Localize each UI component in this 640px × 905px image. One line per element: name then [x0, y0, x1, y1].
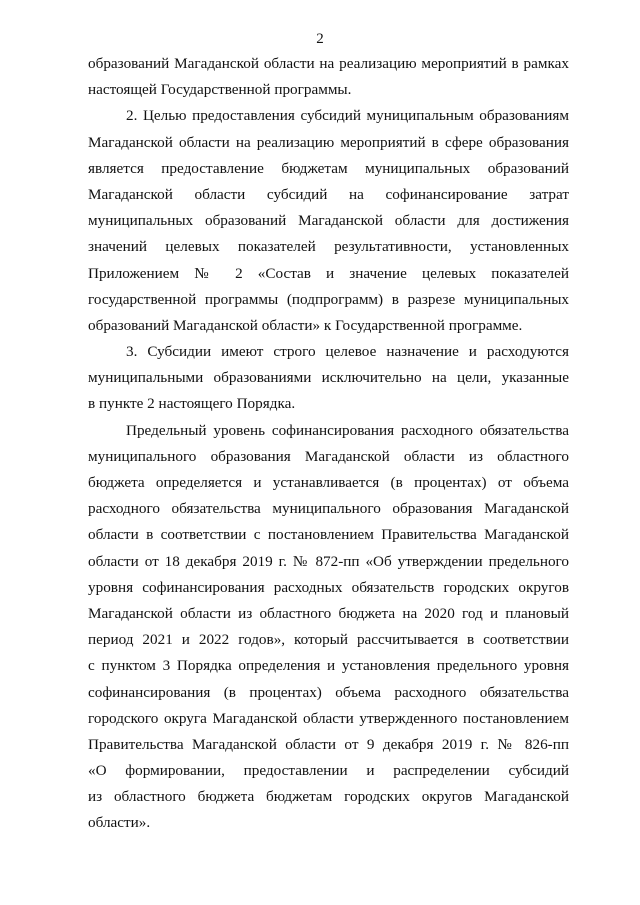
text-line: значений целевых показателей результативности, установленных: [88, 238, 569, 256]
text-line: городского округа Магаданской области утвержденного постановлением: [88, 709, 569, 727]
text-line: расходного обязательства муниципального образования Магаданской: [88, 500, 569, 518]
text-line: Магаданской области из областного бюджета на 2020 год и плановый: [88, 604, 569, 622]
paragraph-clause-2: [88, 103, 569, 339]
text-line: области в соответствии с постановлением Правительства Магаданской: [88, 526, 569, 544]
paragraph-cofinancing-limit: [88, 418, 569, 837]
text-line: государственной программы (подпрограмм) в разрезе муниципальных: [88, 290, 569, 308]
text-line: в пункте 2 настоящего Порядка.: [88, 395, 296, 413]
text-line: Правительства Магаданской области от 9 декабря 2019 г. № 826-пп: [88, 735, 569, 753]
text-line: Магаданской области субсидий на софинансирование затрат: [88, 185, 569, 203]
text-line: уровня софинансирования расходных обязательств городских округов: [88, 578, 569, 596]
document-body: [88, 51, 569, 837]
text-line: области от 18 декабря 2019 г. № 872-пп «Об утверждении предельного: [88, 552, 569, 570]
text-line: софинансирования (в процентах) объема расходного обязательства: [88, 683, 569, 701]
text-line: образований Магаданской области» к Государственной программе.: [88, 316, 523, 334]
text-line: Магаданской области на реализацию мероприятий в сфере образования: [88, 133, 569, 151]
text-line: муниципальными образованиями исключительно на цели, указанные: [88, 369, 569, 387]
text-line: Предельный уровень софинансирования расходного обязательства: [126, 421, 569, 439]
text-line: «О формировании, предоставлении и распределении субсидий: [88, 762, 569, 780]
paragraph-intro-end: [88, 51, 569, 103]
text-line: образований Магаданской области на реализацию мероприятий в рамках: [88, 55, 569, 72]
text-line: бюджета определяется и устанавливается (в процентах) от объема: [88, 474, 569, 491]
text-line: области».: [88, 814, 151, 832]
text-line: период 2021 и 2022 годов», который рассчитывается в соответствии: [88, 631, 569, 649]
paragraph-clause-3: [88, 339, 569, 418]
text-line: из областного бюджета бюджетам городских округов Магаданской: [88, 788, 569, 806]
page-number: 2: [316, 31, 324, 47]
text-line: 2. Целью предоставления субсидий муниципальным образованиям: [126, 107, 569, 125]
text-line: 3. Субсидии имеют строго целевое назначение и расходуются: [126, 343, 569, 361]
text-line: является предоставление бюджетам муниципальных образований: [88, 159, 569, 177]
text-line: муниципальных образований Магаданской области для достижения: [88, 212, 569, 230]
text-line: с пунктом 3 Порядка определения и установления предельного уровня: [88, 657, 569, 675]
text-line: муниципального образования Магаданской области из областного: [88, 447, 569, 465]
text-line: Приложением № 2 «Состав и значение целевых показателей: [88, 264, 569, 282]
text-line: настоящей Государственной программы.: [88, 81, 352, 99]
